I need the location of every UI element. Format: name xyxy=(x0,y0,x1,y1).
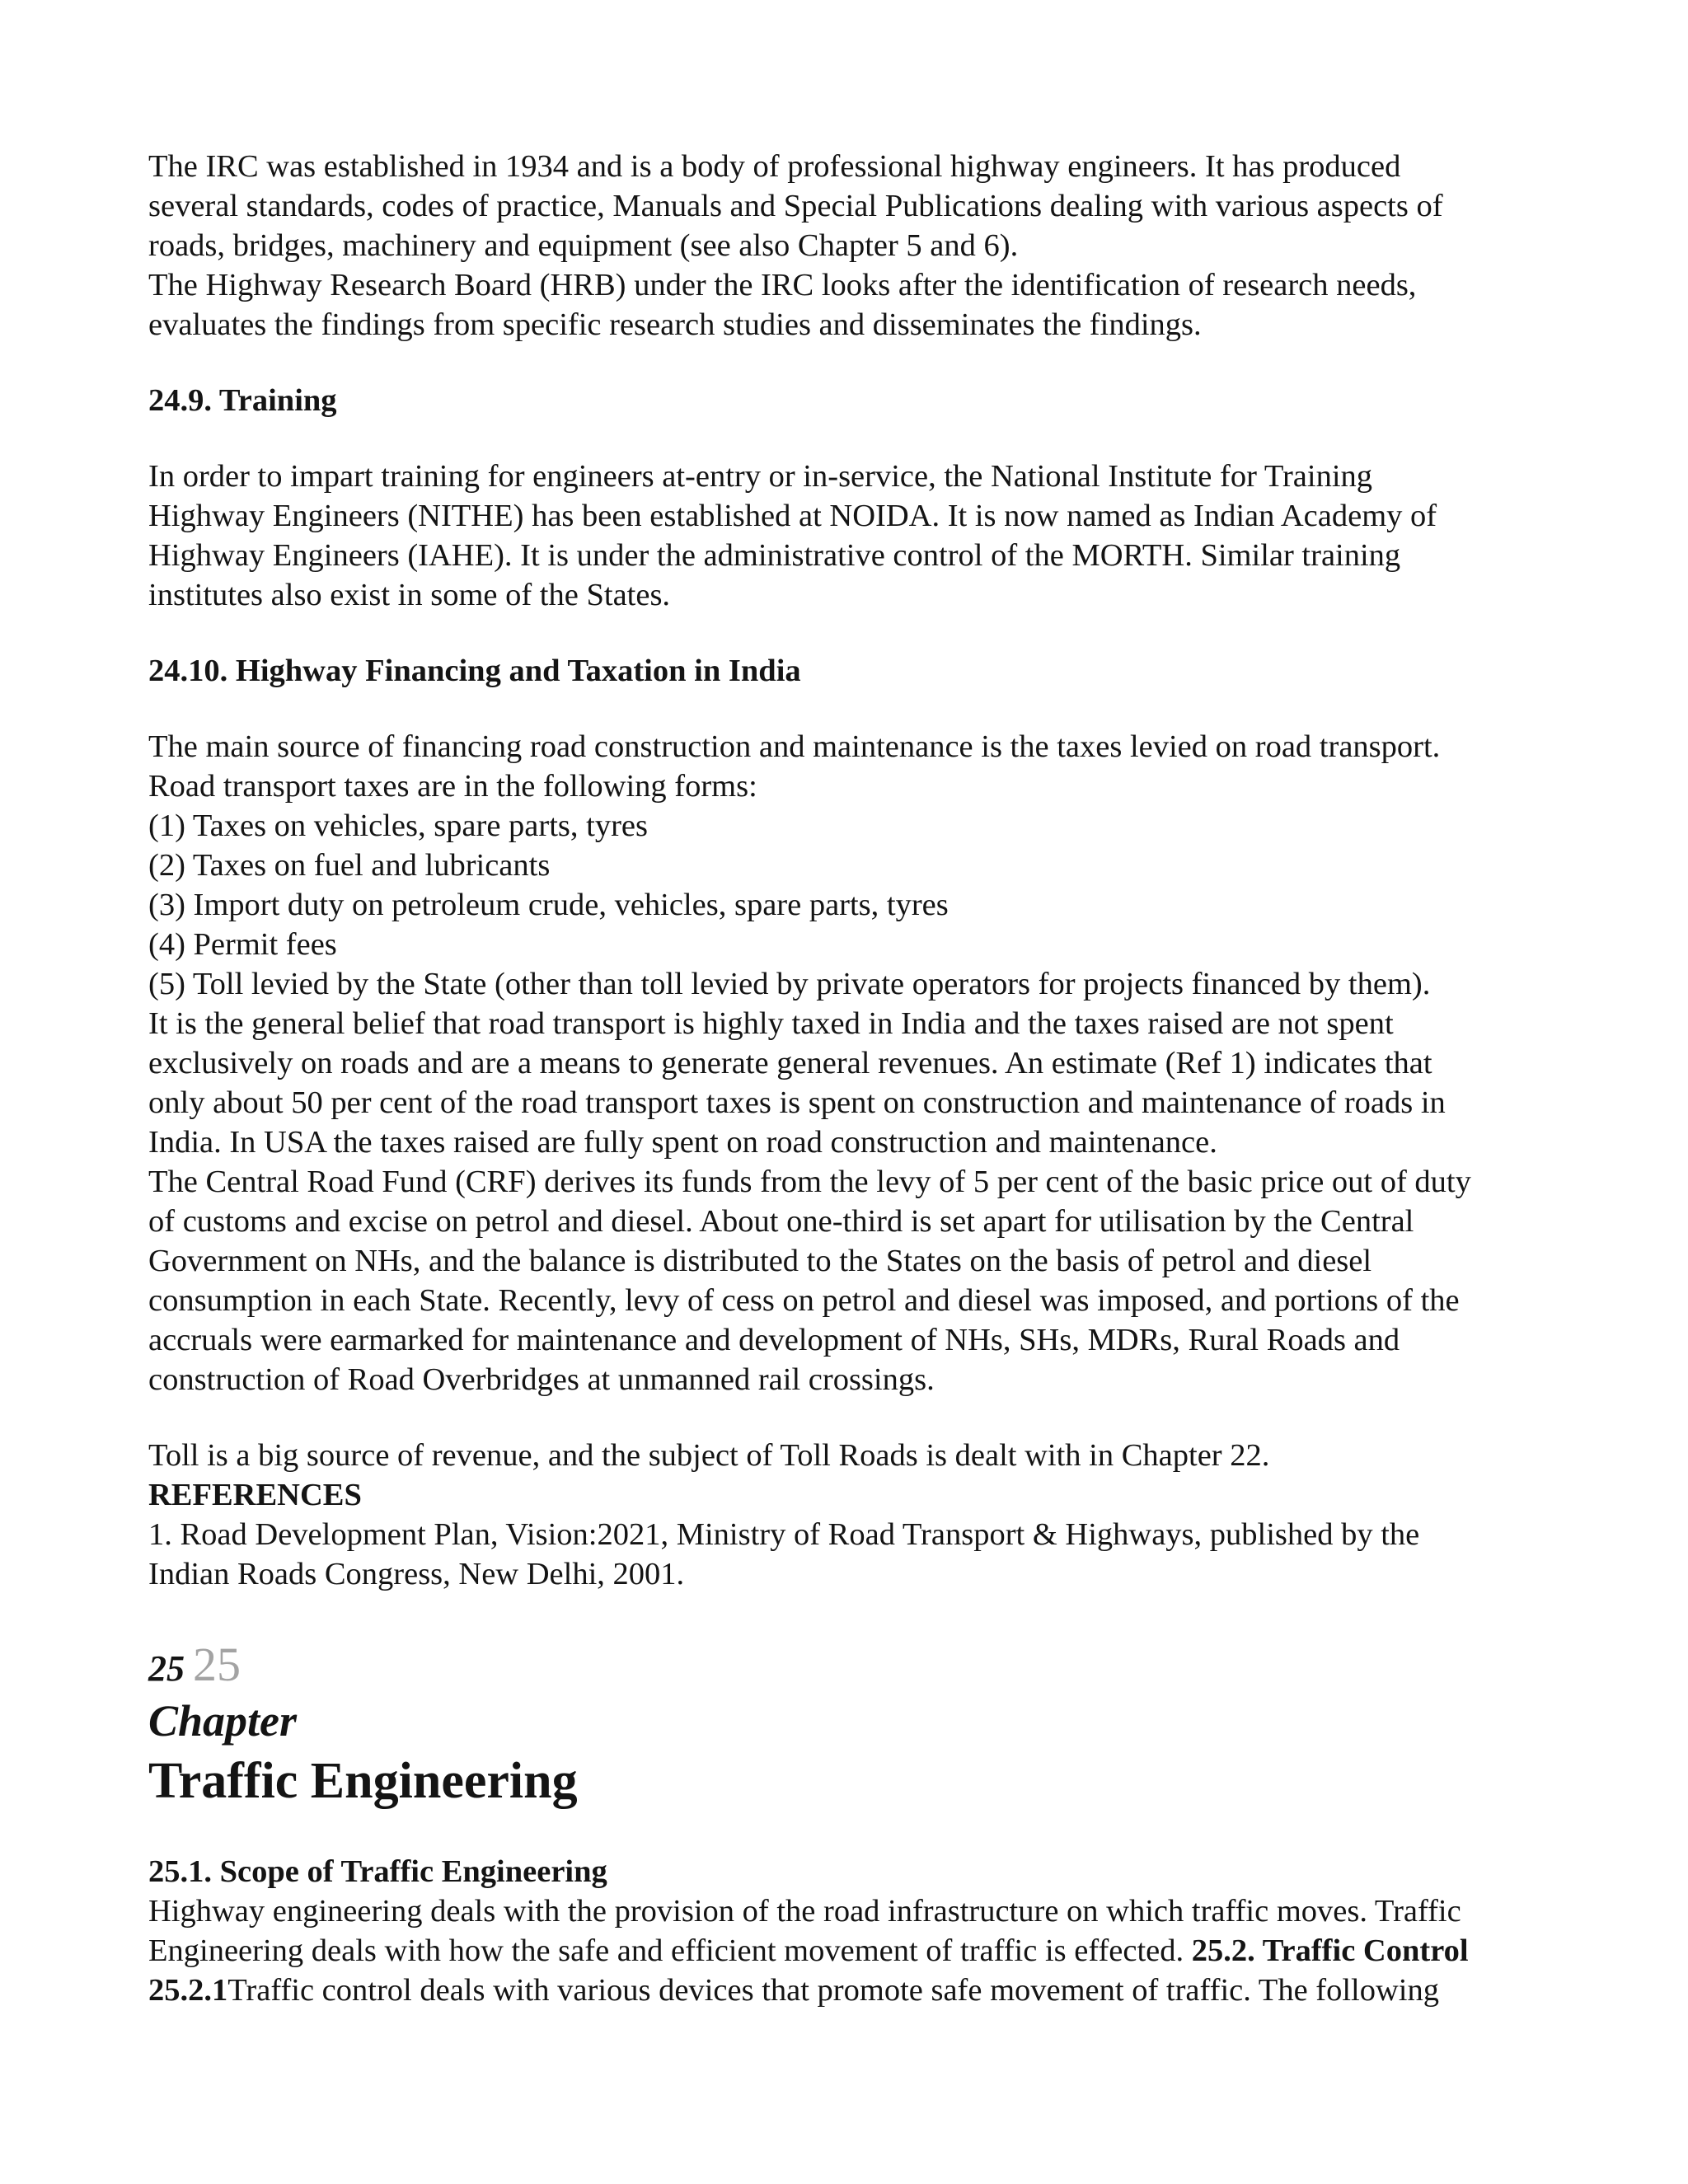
section-heading-scope: 25.1. Scope of Traffic Engineering xyxy=(148,1854,607,1889)
text-line: The main source of financing road construction and maintenance is the taxes levied on road transport. xyxy=(148,729,1441,764)
text-line: accruals were earmarked for maintenance and development of NHs, SHs, MDRs, Rural Roads and xyxy=(148,1323,1400,1357)
text-line: only about 50 per cent of the road transport taxes is spent on construction and maintenance of roads in xyxy=(148,1085,1446,1120)
section-heading-training: 24.9. Training xyxy=(148,383,337,418)
chapter-number-primary: 25 xyxy=(148,1648,185,1689)
text-line xyxy=(148,1971,1550,2010)
text-line: In order to impart training for engineers at-entry or in-service, the National Institute for Training xyxy=(148,459,1373,494)
financing-paragraph xyxy=(148,727,1550,1399)
chapter-title: Traffic Engineering xyxy=(148,1753,578,1809)
text-line: exclusively on roads and are a means to generate general revenues. An estimate (Ref 1) indicates that xyxy=(148,1046,1432,1080)
text-line: Government on NHs, and the balance is distributed to the States on the basis of petrol and diesel xyxy=(148,1244,1372,1278)
text-line: Highway Engineers (NITHE) has been established at NOIDA. It is now named as Indian Academy of xyxy=(148,499,1437,533)
text-line xyxy=(148,1931,1550,1971)
list-item: (3) Import duty on petroleum crude, vehicles, spare parts, tyres xyxy=(148,888,949,922)
section-heading-financing: 24.10. Highway Financing and Taxation in India xyxy=(148,654,801,688)
list-item: (5) Toll levied by the State (other than toll levied by private operators for projects financed by them). xyxy=(148,967,1431,1001)
chapter-number xyxy=(148,1638,1550,1692)
text-line: roads, bridges, machinery and equipment (see also Chapter 5 and 6). xyxy=(148,228,1019,263)
reference-item: 1. Road Development Plan, Vision:2021, Ministry of Road Transport & Highways, published by the xyxy=(148,1517,1420,1552)
text-line: It is the general belief that road transport is highly taxed in India and the taxes raised are not spent xyxy=(148,1006,1394,1041)
text-line: of customs and excise on petrol and diesel. About one-third is set apart for utilisation by the Central xyxy=(148,1204,1414,1239)
text-run: Traffic control deals with various devices that promote safe movement of traffic. The following xyxy=(227,1973,1439,2008)
text-line: several standards, codes of practice, Manuals and Special Publications dealing with various aspects of xyxy=(148,189,1443,223)
text-run: Engineering deals with how the safe and efficient movement of traffic is effected. xyxy=(148,1933,1192,1968)
references-heading: REFERENCES xyxy=(148,1478,362,1512)
text-line: Highway engineering deals with the provision of the road infrastructure on which traffic moves. Traffic xyxy=(148,1894,1461,1929)
list-item: (1) Taxes on vehicles, spare parts, tyres xyxy=(148,808,648,843)
chapter-number-secondary: 25 xyxy=(193,1638,241,1691)
text-line: The IRC was established in 1934 and is a body of professional highway engineers. It has produced xyxy=(148,149,1401,184)
toll-line: Toll is a big source of revenue, and the subject of Toll Roads is dealt with in Chapter 22. xyxy=(148,1438,1270,1473)
chapter-label: Chapter xyxy=(148,1696,298,1746)
training-paragraph xyxy=(148,457,1550,615)
references-list xyxy=(148,1515,1550,1594)
text-line: construction of Road Overbridges at unmanned rail crossings. xyxy=(148,1362,935,1397)
text-line: institutes also exist in some of the States. xyxy=(148,578,671,612)
text-line: The Highway Research Board (HRB) under the IRC looks after the identification of research needs, xyxy=(148,268,1417,302)
text-line: evaluates the findings from specific research studies and disseminates the findings. xyxy=(148,307,1202,342)
inline-heading-traffic-control: 25.2. Traffic Control xyxy=(1191,1933,1469,1968)
scope-paragraph xyxy=(148,1891,1550,2010)
intro-paragraph xyxy=(148,147,1550,344)
reference-item: Indian Roads Congress, New Delhi, 2001. xyxy=(148,1557,685,1591)
list-item: (2) Taxes on fuel and lubricants xyxy=(148,848,551,883)
inline-heading-2521: 25.2.1 xyxy=(148,1973,228,2008)
text-line: The Central Road Fund (CRF) derives its funds from the levy of 5 per cent of the basic price out of duty xyxy=(148,1165,1471,1199)
list-item: (4) Permit fees xyxy=(148,927,337,962)
text-line: Highway Engineers (IAHE). It is under the administrative control of the MORTH. Similar training xyxy=(148,538,1401,573)
document-page xyxy=(148,147,1550,2010)
text-line: Road transport taxes are in the following forms: xyxy=(148,769,757,804)
text-line: India. In USA the taxes raised are fully spent on road construction and maintenance. xyxy=(148,1125,1217,1160)
text-line: consumption in each State. Recently, levy of cess on petrol and diesel was imposed, and portions of the xyxy=(148,1283,1460,1318)
